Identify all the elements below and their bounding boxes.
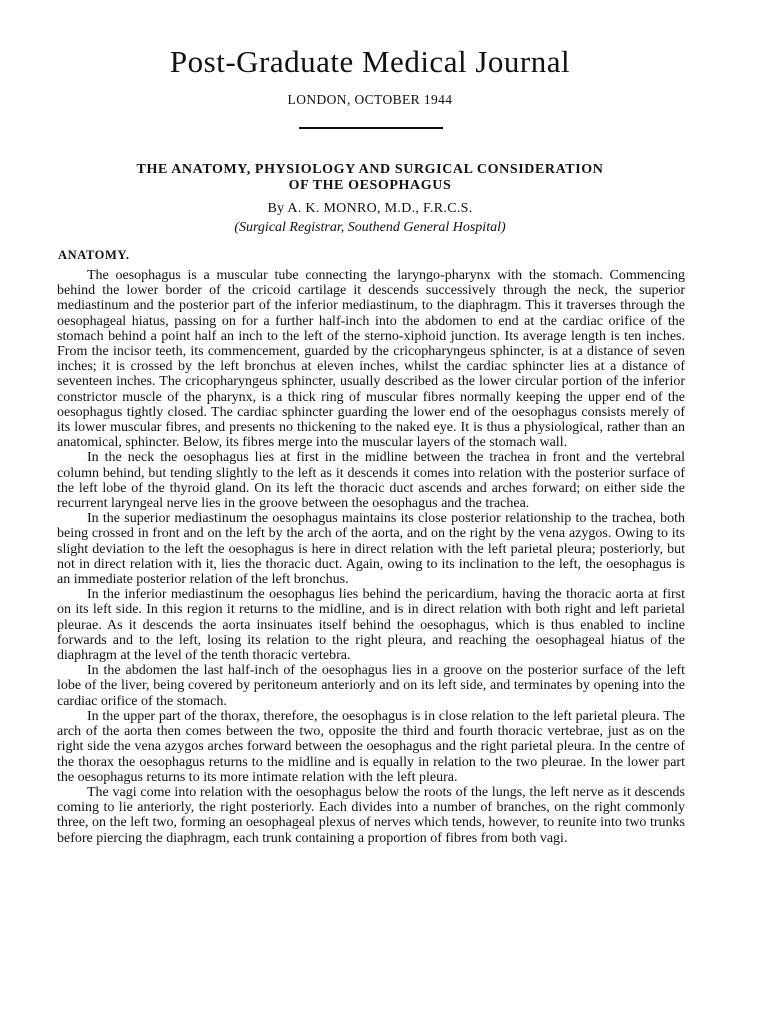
paragraph: The oesophagus is a muscular tube connecting the laryngo-pharynx with the stomach. Commencing behind the lower border of the cricoid cartilage it descends successively through the neck, the superior mediastinum and the posterior part of the inferior mediastinum, to the diaphragm. This it traverses through the oesophageal hiatus, passing on for a further half-inch into the abdomen to end at the cardiac orifice of the stomach behind a point half an inch to the left of the sterno-xiphoid junction. Its average length is ten inches. From the incisor teeth, its commencement, guarded by the cricopharyngeus sphincter, is at a distance of seven inches; it is crossed by the left bronchus at eleven inches, whilst the cardiac sphincter lies at a distance of seventeen inches. The cricopharyngeus sphincter, usually described as the lower circular portion of the inferior constrictor muscle of the pharynx, is a thick ring of muscular fibres normally keeping the upper end of the oesophagus tightly closed. The cardiac sphincter guarding the lower end of the oesophagus consists merely of its lower muscular fibres, and presents no thickening to the naked eye. It is thus a physiological, rather than an anatomical, sphincter. Below, its fibres merge into the muscular layers of the stomach wall.: [57, 268, 685, 451]
paragraph: In the superior mediastinum the oesophagus maintains its close posterior relationship to the trachea, both being crossed in front and on the left by the arch of the aorta, and on the right by the vena azygos. Owing to its slight deviation to the left the oesophagus is here in direct relation with the left parietal pleura; posteriorly, but not in direct relation with it, lies the thoracic duct. Again, owing to its inclination to the left, the oesophagus is an immediate posterior relation of the left bronchus.: [57, 511, 685, 588]
paragraph: In the abdomen the last half-inch of the oesophagus lies in a groove on the posterior surface of the left lobe of the liver, being covered by peritoneum anteriorly and on its left side, and terminates by opening into the cardiac orifice of the stomach.: [57, 663, 685, 709]
article-title-line-1: THE ANATOMY, PHYSIOLOGY AND SURGICAL CONSIDERATION: [136, 162, 604, 177]
article-title-line-2: OF THE OESOPHAGUS: [288, 178, 452, 193]
paragraph: In the inferior mediastinum the oesophagus lies behind the pericardium, having the thoracic aorta at first on its left side. In this region it returns to the midline, and is in direct relation with both right and left parietal pleurae. As it descends the aorta insinuates itself behind the oesophagus, which is thus enabled to incline forwards and to the left, losing its relation to the right pleura, and reaching the oesophageal hiatus of the diaphragm at the level of the tenth thoracic vertebra.: [57, 587, 685, 664]
dateline: LONDON, OCTOBER 1944: [287, 92, 453, 107]
section-heading-anatomy: ANATOMY.: [58, 248, 130, 262]
title-rule: [299, 127, 443, 129]
author-byline: By A. K. MONRO, M.D., F.R.C.S.: [267, 201, 473, 216]
author-affiliation: (Surgical Registrar, Southend General Hospital): [234, 220, 506, 235]
article-body: [57, 268, 685, 846]
paragraph: The vagi come into relation with the oesophagus below the roots of the lungs, the left nerve as it descends coming to lie anteriorly, the right posteriorly. Each divides into a number of branches, on the right commonly three, on the left two, forming an oesophageal plexus of nerves which tends, however, to reunite into two trunks before piercing the diaphragm, each trunk containing a proportion of fibres from both vagi.: [57, 784, 685, 846]
paragraph: In the neck the oesophagus lies at first in the midline between the trachea in front and the vertebral column behind, but tending slightly to the left as it descends it comes into relation with the posterior surface of the left lobe of the thyroid gland. On its left the thoracic duct ascends and arches forward; on either side the recurrent laryngeal nerve lies in the groove between the oesophagus and the trachea.: [57, 450, 685, 512]
paragraph: In the upper part of the thorax, therefore, the oesophagus is in close relation to the left parietal pleura. The arch of the aorta then comes between the two, opposite the third and fourth thoracic vertebrae, just as on the right side the vena azygos arches forward between the oesophagus and the right parietal pleura. In the centre of the thorax the oesophagus returns to the midline and is equally in relation to the two pleurae. In the lower part the oesophagus returns to its more intimate relation with the left pleura.: [57, 708, 685, 785]
journal-title: Post-Graduate Medical Journal: [169, 44, 571, 79]
article-title: [60, 162, 680, 194]
